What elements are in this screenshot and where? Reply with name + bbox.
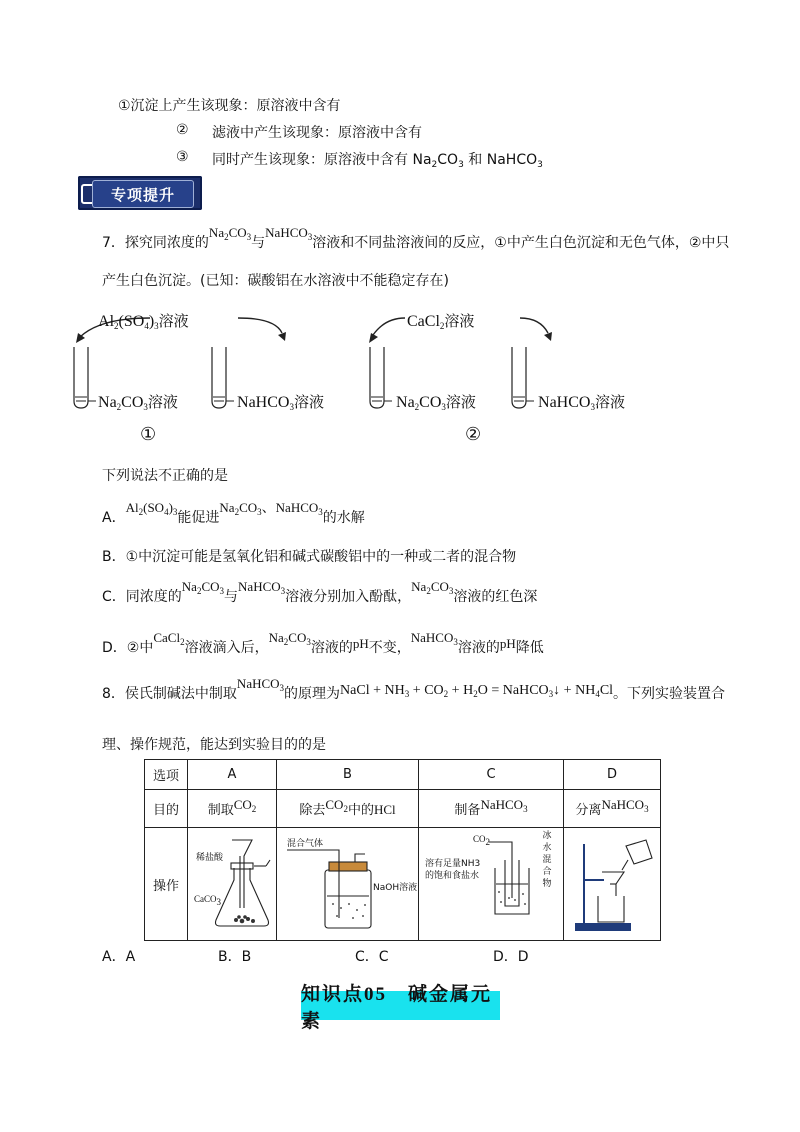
apparatus-a xyxy=(188,828,277,941)
q8-choice-b: B．B xyxy=(218,949,252,965)
th-a: A xyxy=(188,760,277,790)
apparatus-c xyxy=(419,828,564,941)
arrowhead-4 xyxy=(544,332,552,341)
label-caco3: CaCO$_3$ xyxy=(194,894,222,907)
tube-label-1: $Na_2CO_3$溶液 xyxy=(98,393,178,412)
reagent-cacl2: CaCl$_2$溶液 xyxy=(407,312,475,331)
purpose-a: 制取$CO_2$ xyxy=(188,790,277,828)
arrow-left-2 xyxy=(373,318,405,335)
q7-line1: 7．探究同浓度的$Na_2CO_3$与NaHCO$_3$溶液和不同盐溶液间的反应，①中产生白色沉淀和无色气体，②中只 xyxy=(102,225,730,251)
apparatus-b xyxy=(277,828,419,941)
label-ice-water: 冰 水 混 合 物 xyxy=(542,831,552,889)
label-hcl-dilute: 稀盐酸 xyxy=(196,853,224,863)
arrow-right-2 xyxy=(520,318,548,333)
q7-option-b: B．①中沉淀可能是氢氧化铝和碱式碳酸铝中的一种或二者的混合物 xyxy=(102,549,517,565)
intro-item-2-num: ② xyxy=(176,122,189,138)
intro-item-1: ①沉淀上产生该现象：原溶液中含有 xyxy=(118,98,341,114)
purpose-b: 除去$CO_2$中的HCl xyxy=(277,790,419,828)
flask-funnel-icon xyxy=(188,828,276,936)
th-option: 选项 xyxy=(145,760,188,790)
intro-item-2: 滤液中产生该现象：原溶液中含有 xyxy=(212,125,422,141)
row-purpose-label: 目的 xyxy=(145,790,188,828)
label-nh3-brine-1: 溶有足量NH3 xyxy=(425,859,481,869)
q8-line2: 理、操作规范，能达到实验目的的是 xyxy=(102,737,326,753)
label-nh3-brine-2: 的饱和食盐水 xyxy=(425,871,480,881)
purpose-d: 分离NaHCO$_3$ xyxy=(564,790,661,828)
q8-line1: 8．侯氏制碱法中制取NaHCO$_3$的原理为NaCl + $NH_3 + CO_2 + H_2O$ = NaHCO$_3$↓ + $NH_4Cl$。下列实验装置合 xyxy=(102,676,726,702)
section-heading: 知识点05 碱金属元素 xyxy=(301,991,500,1020)
th-c: C xyxy=(419,760,564,790)
section-banner xyxy=(78,176,202,210)
options-table xyxy=(144,759,661,941)
q7-ask: 下列说法不正确的是 xyxy=(102,468,228,484)
apparatus-d xyxy=(564,828,661,941)
q7-option-c: C．同浓度的$Na_2CO_3$与NaHCO$_3$溶液分别加入酚酞，$Na_2CO_3$溶液的红色深 xyxy=(102,579,538,605)
q7-option-d: D．②中CaCl$_2$溶液滴入后，$Na_2CO_3$溶液的pH不变，NaHCO$_3$溶液的pH降低 xyxy=(102,630,544,656)
th-d: D xyxy=(564,760,661,790)
arrow-right-1 xyxy=(238,318,282,333)
arrowhead-3 xyxy=(369,333,378,343)
q8-choice-a: A．A xyxy=(102,949,136,965)
q8-choice-c: C．C xyxy=(355,949,389,965)
experiment-label-2: ② xyxy=(465,424,482,445)
banner-label: 专项提升 xyxy=(92,180,194,208)
label-mixed-gas: 混合气体 xyxy=(287,839,324,849)
q7-line2: 产生白色沉淀。(已知：碳酸铝在水溶液中不能稳定存在) xyxy=(102,273,449,289)
th-b: B xyxy=(277,760,419,790)
tube-label-3: $Na_2CO_3$溶液 xyxy=(396,393,476,412)
q7-option-a: A．$Al_2(SO_4)_3$能促进$Na_2CO_3$、NaHCO$_3$的水解 xyxy=(102,500,365,526)
tube-label-2: NaHCO$_3$溶液 xyxy=(237,393,324,412)
intro-item-3-num: ③ xyxy=(176,149,189,165)
intro-item-3: 同时产生该现象：原溶液中含有 $Na_2CO_3$ 和 NaHCO$_3$ xyxy=(212,152,543,170)
tube-label-4: NaHCO$_3$溶液 xyxy=(538,393,625,412)
label-co2: $CO_2$ xyxy=(473,834,491,847)
experiment-label-1: ① xyxy=(140,424,157,445)
reagent-al2so43: $Al_2(SO_4)_3$溶液 xyxy=(98,312,189,331)
arrowhead-2 xyxy=(278,332,286,341)
row-operation-label: 操作 xyxy=(145,828,188,941)
filtration-stand-icon xyxy=(564,828,660,936)
q8-choice-d: D．D xyxy=(493,949,529,965)
label-naoh: NaOH溶液 xyxy=(373,883,418,893)
purpose-c: 制备NaHCO$_3$ xyxy=(419,790,564,828)
